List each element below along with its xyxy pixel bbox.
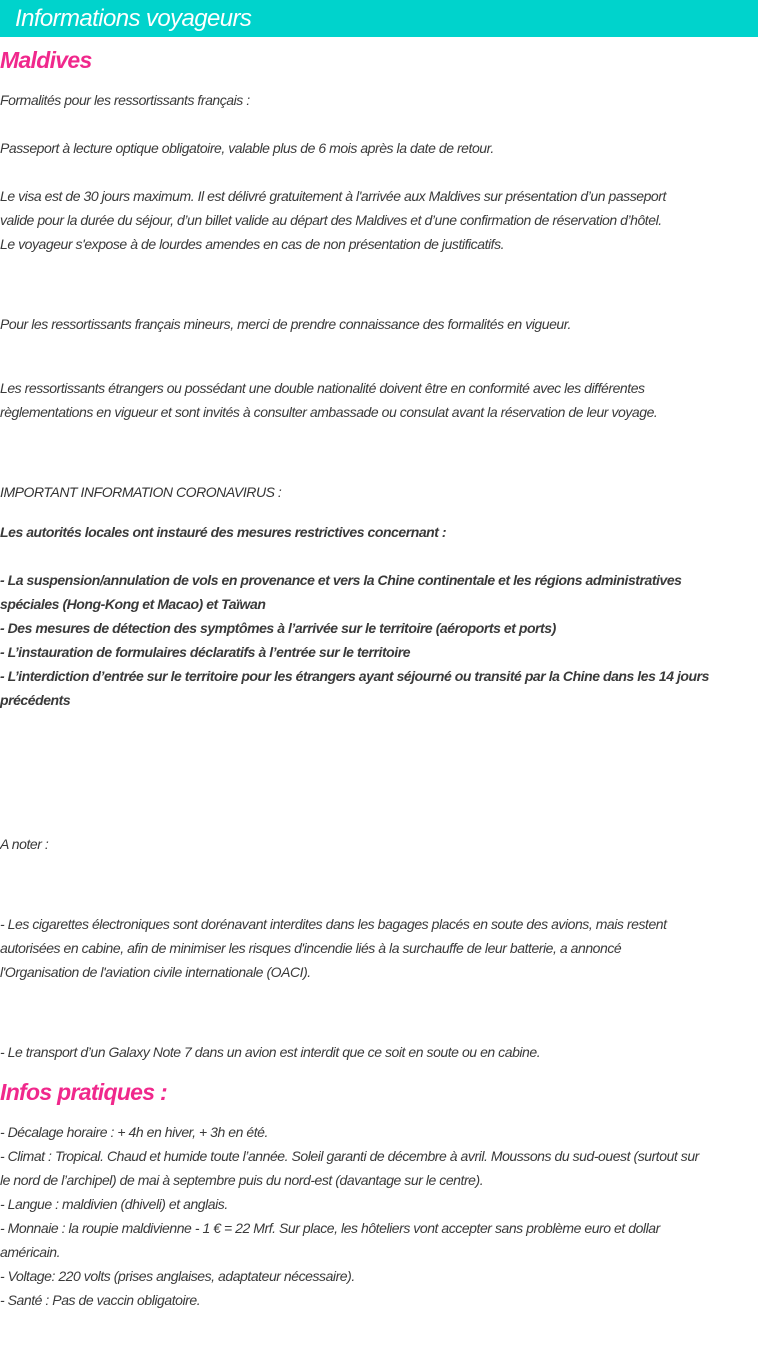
info-line-decalage: - Décalage horaire : + 4h en hiver, + 3h en été. — [0, 1124, 268, 1140]
etrangers-paragraph — [0, 376, 758, 424]
visa-paragraph — [0, 184, 758, 256]
header-bar — [0, 0, 758, 37]
corona-measure-line: - La suspension/annulation de vols en provenance et vers la Chine continentale et les régions administratives — [0, 572, 682, 588]
etrangers-line: Les ressortissants étrangers ou possédant une double nationalité doivent être en conformité avec les différentes — [0, 380, 645, 396]
etrangers-line: règlementations en vigueur et sont invités à consulter ambassade ou consulat avant la réservation de leur voyage. — [0, 404, 658, 420]
corona-title — [0, 480, 758, 504]
info-line-monnaie: - Monnaie : la roupie maldivienne - 1 € = 22 Mrf. Sur place, les hôteliers vont accepter sans problème euro et dollar — [0, 1220, 660, 1236]
cigarettes-paragraph — [0, 912, 758, 984]
corona-measure-line: - L’interdiction d’entrée sur le territoire pour les étrangers ayant séjourné ou transité par la Chine dans les 14 jours — [0, 668, 709, 684]
a-noter-label — [0, 832, 758, 856]
passport-text: Passeport à lecture optique obligatoire, valable plus de 6 mois après la date de retour. — [0, 140, 494, 156]
a-noter-text: A noter : — [0, 836, 49, 852]
galaxy-paragraph — [0, 1040, 758, 1064]
cigarettes-line: autorisées en cabine, afin de minimiser les risques d'incendie liés à la surchauffe de leur batterie, a annoncé — [0, 940, 622, 956]
visa-line: Le voyageur s'expose à de lourdes amendes en cas de non présentation de justificatifs. — [0, 236, 505, 252]
corona-measure-line: précédents — [0, 692, 71, 708]
formalites-text: Formalités pour les ressortissants français : — [0, 92, 250, 108]
mineurs-text: Pour les ressortissants français mineurs, merci de prendre connaissance des formalités en vigueur. — [0, 316, 571, 332]
mineurs-paragraph — [0, 312, 758, 336]
info-line-monnaie-cont: américain. — [0, 1244, 61, 1260]
info-line-climat-cont: le nord de l’archipel) de mai à septembre puis du nord-est (davantage sur le centre). — [0, 1172, 484, 1188]
corona-measure-line: - Des mesures de détection des symptômes à l’arrivée sur le territoire (aéroports et ports) — [0, 620, 556, 636]
visa-line: valide pour la durée du séjour, d’un billet valide au départ des Maldives et d’une confirmation de réservation d’hôtel. — [0, 212, 662, 228]
info-line-sante: - Santé : Pas de vaccin obligatoire. — [0, 1292, 201, 1308]
cigarettes-line: l'Organisation de l'aviation civile internationale (OACI). — [0, 964, 311, 980]
info-line-voltage: - Voltage: 220 volts (prises anglaises, adaptateur nécessaire). — [0, 1268, 355, 1284]
corona-title-text: IMPORTANT INFORMATION CORONAVIRUS : — [0, 484, 282, 500]
corona-intro-text: Les autorités locales ont instauré des mesures restrictives concernant : — [0, 524, 447, 540]
galaxy-text: - Le transport d’un Galaxy Note 7 dans un avion est interdit que ce soit en soute ou en cabine. — [0, 1044, 541, 1060]
corona-measures-list — [0, 568, 758, 712]
infos-pratiques-list — [0, 1120, 758, 1312]
passport-paragraph — [0, 136, 758, 160]
visa-line: Le visa est de 30 jours maximum. Il est délivré gratuitement à l'arrivée aux Maldives sur présentation d’un passeport — [0, 188, 666, 204]
corona-measure-line: - L’instauration de formulaires déclaratifs à l’entrée sur le territoire — [0, 644, 411, 660]
infos-pratiques-title: Infos pratiques : — [0, 1079, 168, 1105]
page-title: Informations voyageurs — [15, 5, 252, 32]
corona-intro — [0, 520, 758, 544]
cigarettes-line: - Les cigarettes électroniques sont dorénavant interdites dans les bagages placés en soute des avions, mais restent — [0, 916, 667, 932]
info-line-langue: - Langue : maldivien (dhiveli) et anglais. — [0, 1196, 228, 1212]
country-title: Maldives — [0, 47, 92, 73]
formalites-label — [0, 88, 758, 112]
info-line-climat: - Climat : Tropical. Chaud et humide toute l’année. Soleil garanti de décembre à avril. Moussons du sud-ouest (surtout sur — [0, 1148, 699, 1164]
corona-measure-line: spéciales (Hong-Kong et Macao) et Taïwan — [0, 596, 266, 612]
